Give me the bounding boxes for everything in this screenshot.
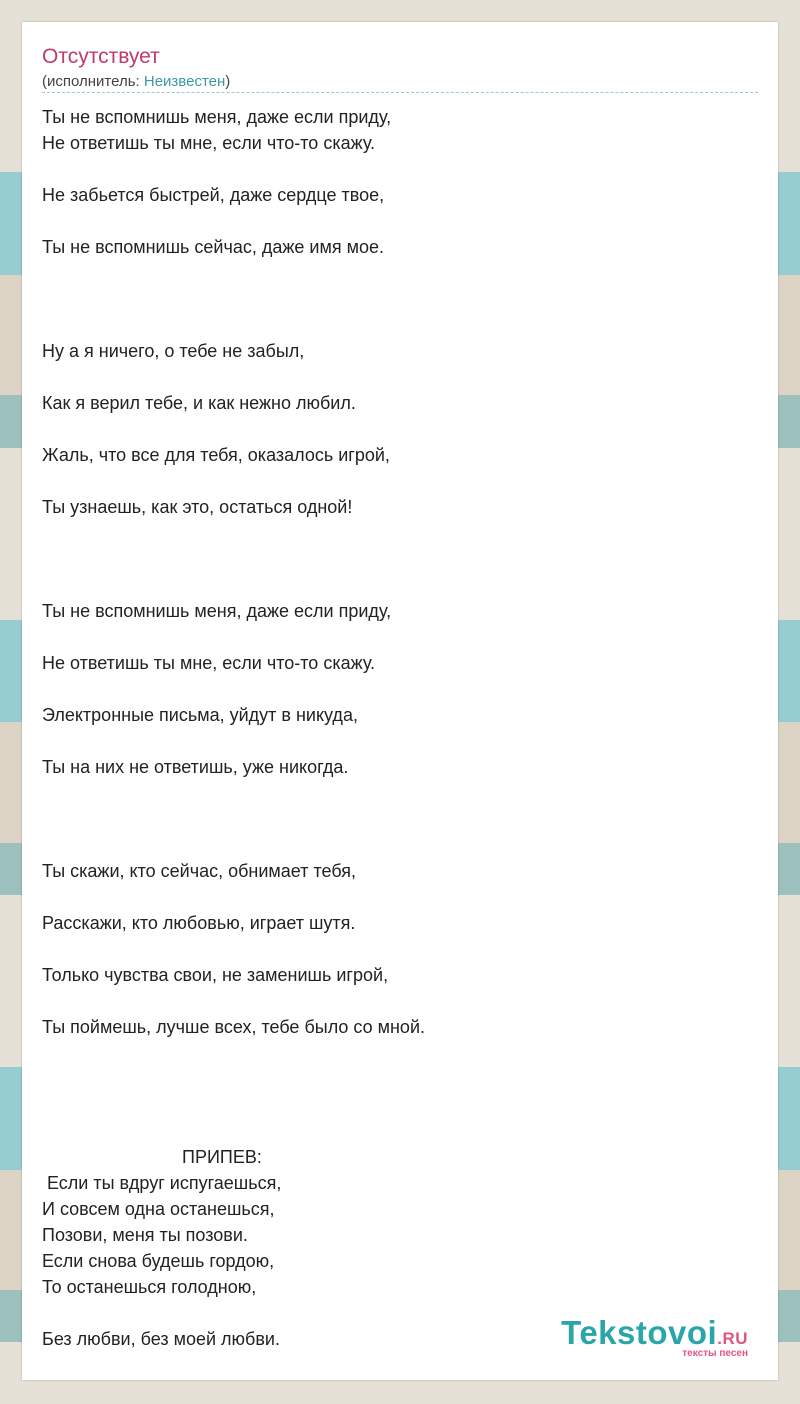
lyric-line: Не забьется быстрей, даже сердце твое,	[42, 185, 385, 205]
lyric-line	[42, 364, 758, 390]
lyric-line	[42, 572, 758, 598]
lyric-line	[42, 780, 758, 806]
lyric-line	[42, 312, 758, 338]
lyric-line	[42, 884, 758, 910]
title-divider	[42, 92, 758, 93]
lyric-line	[42, 988, 758, 1014]
lyrics-card	[22, 22, 778, 1380]
lyric-line: Ты скажи, кто сейчас, обнимает тебя,	[42, 861, 356, 881]
lyric-line: Позови, меня ты позови.	[42, 1225, 248, 1245]
lyric-line	[42, 936, 758, 962]
lyric-line: Только чувства свои, не заменишь игрой,	[42, 965, 389, 985]
logo-tagline: тексты песен	[682, 1348, 748, 1359]
lyric-line: Ты не вспомнишь сейчас, даже имя мое.	[42, 237, 384, 257]
artist-suffix: )	[225, 73, 231, 90]
lyric-line: Как я верил тебе, и как нежно любил.	[42, 393, 356, 413]
lyric-line: Если снова будешь гордою,	[42, 1251, 275, 1271]
lyric-line: Ты поймешь, лучше всех, тебе было со мной.	[42, 1017, 426, 1037]
lyric-line: Расскажи, кто любовью, играет шутя.	[42, 913, 356, 933]
lyric-line	[42, 624, 758, 650]
artist-prefix: (исполнитель:	[42, 73, 144, 90]
song-title: Отсутствует	[42, 45, 160, 68]
lyric-line	[42, 676, 758, 702]
lyric-line: То останешься голодною,	[42, 1277, 257, 1297]
lyric-line	[42, 286, 758, 312]
lyric-line: И совсем одна останешься,	[42, 1199, 275, 1219]
logo-name: Tekstovoi	[561, 1314, 718, 1351]
lyric-line: Ты узнаешь, как это, остаться одной!	[42, 497, 353, 517]
lyric-line	[42, 832, 758, 858]
lyric-line	[42, 1092, 758, 1118]
lyric-line: Ты не вспомнишь меня, даже если приду,	[42, 601, 392, 621]
lyric-line: Ну а я ничего, о тебе не забыл,	[42, 341, 305, 361]
artist-line	[42, 73, 230, 91]
lyric-line: Без любви, без моей любви.	[42, 1329, 280, 1349]
lyric-line: Ты не вспомнишь меня, даже если приду,	[42, 107, 392, 127]
lyric-line	[42, 806, 758, 832]
lyric-line: Жаль, что все для тебя, оказалось игрой,	[42, 445, 390, 465]
lyric-line	[42, 156, 758, 182]
lyric-line: Если ты вдруг испугаешься,	[42, 1173, 282, 1193]
lyric-line	[42, 468, 758, 494]
lyric-line	[42, 208, 758, 234]
lyric-line	[42, 728, 758, 754]
lyric-line	[42, 546, 758, 572]
lyric-line	[42, 1066, 758, 1092]
lyric-line	[42, 1040, 758, 1066]
lyric-line: ПРИПЕВ:	[42, 1147, 262, 1167]
lyric-line: Ты на них не ответишь, уже никогда.	[42, 757, 349, 777]
lyric-line	[42, 416, 758, 442]
lyric-line: Не ответишь ты мне, если что-то скажу.	[42, 133, 376, 153]
lyric-line: Не ответишь ты мне, если что-то скажу.	[42, 653, 376, 673]
lyric-line	[42, 1118, 758, 1144]
artist-link[interactable]: Неизвестен	[143, 73, 226, 90]
site-logo[interactable]	[561, 1314, 748, 1359]
lyric-line	[42, 520, 758, 546]
lyrics-text	[42, 104, 758, 1352]
lyric-line	[42, 260, 758, 286]
lyric-line: Электронные письма, уйдут в никуда,	[42, 705, 358, 725]
logo-tld: .RU	[717, 1329, 748, 1348]
